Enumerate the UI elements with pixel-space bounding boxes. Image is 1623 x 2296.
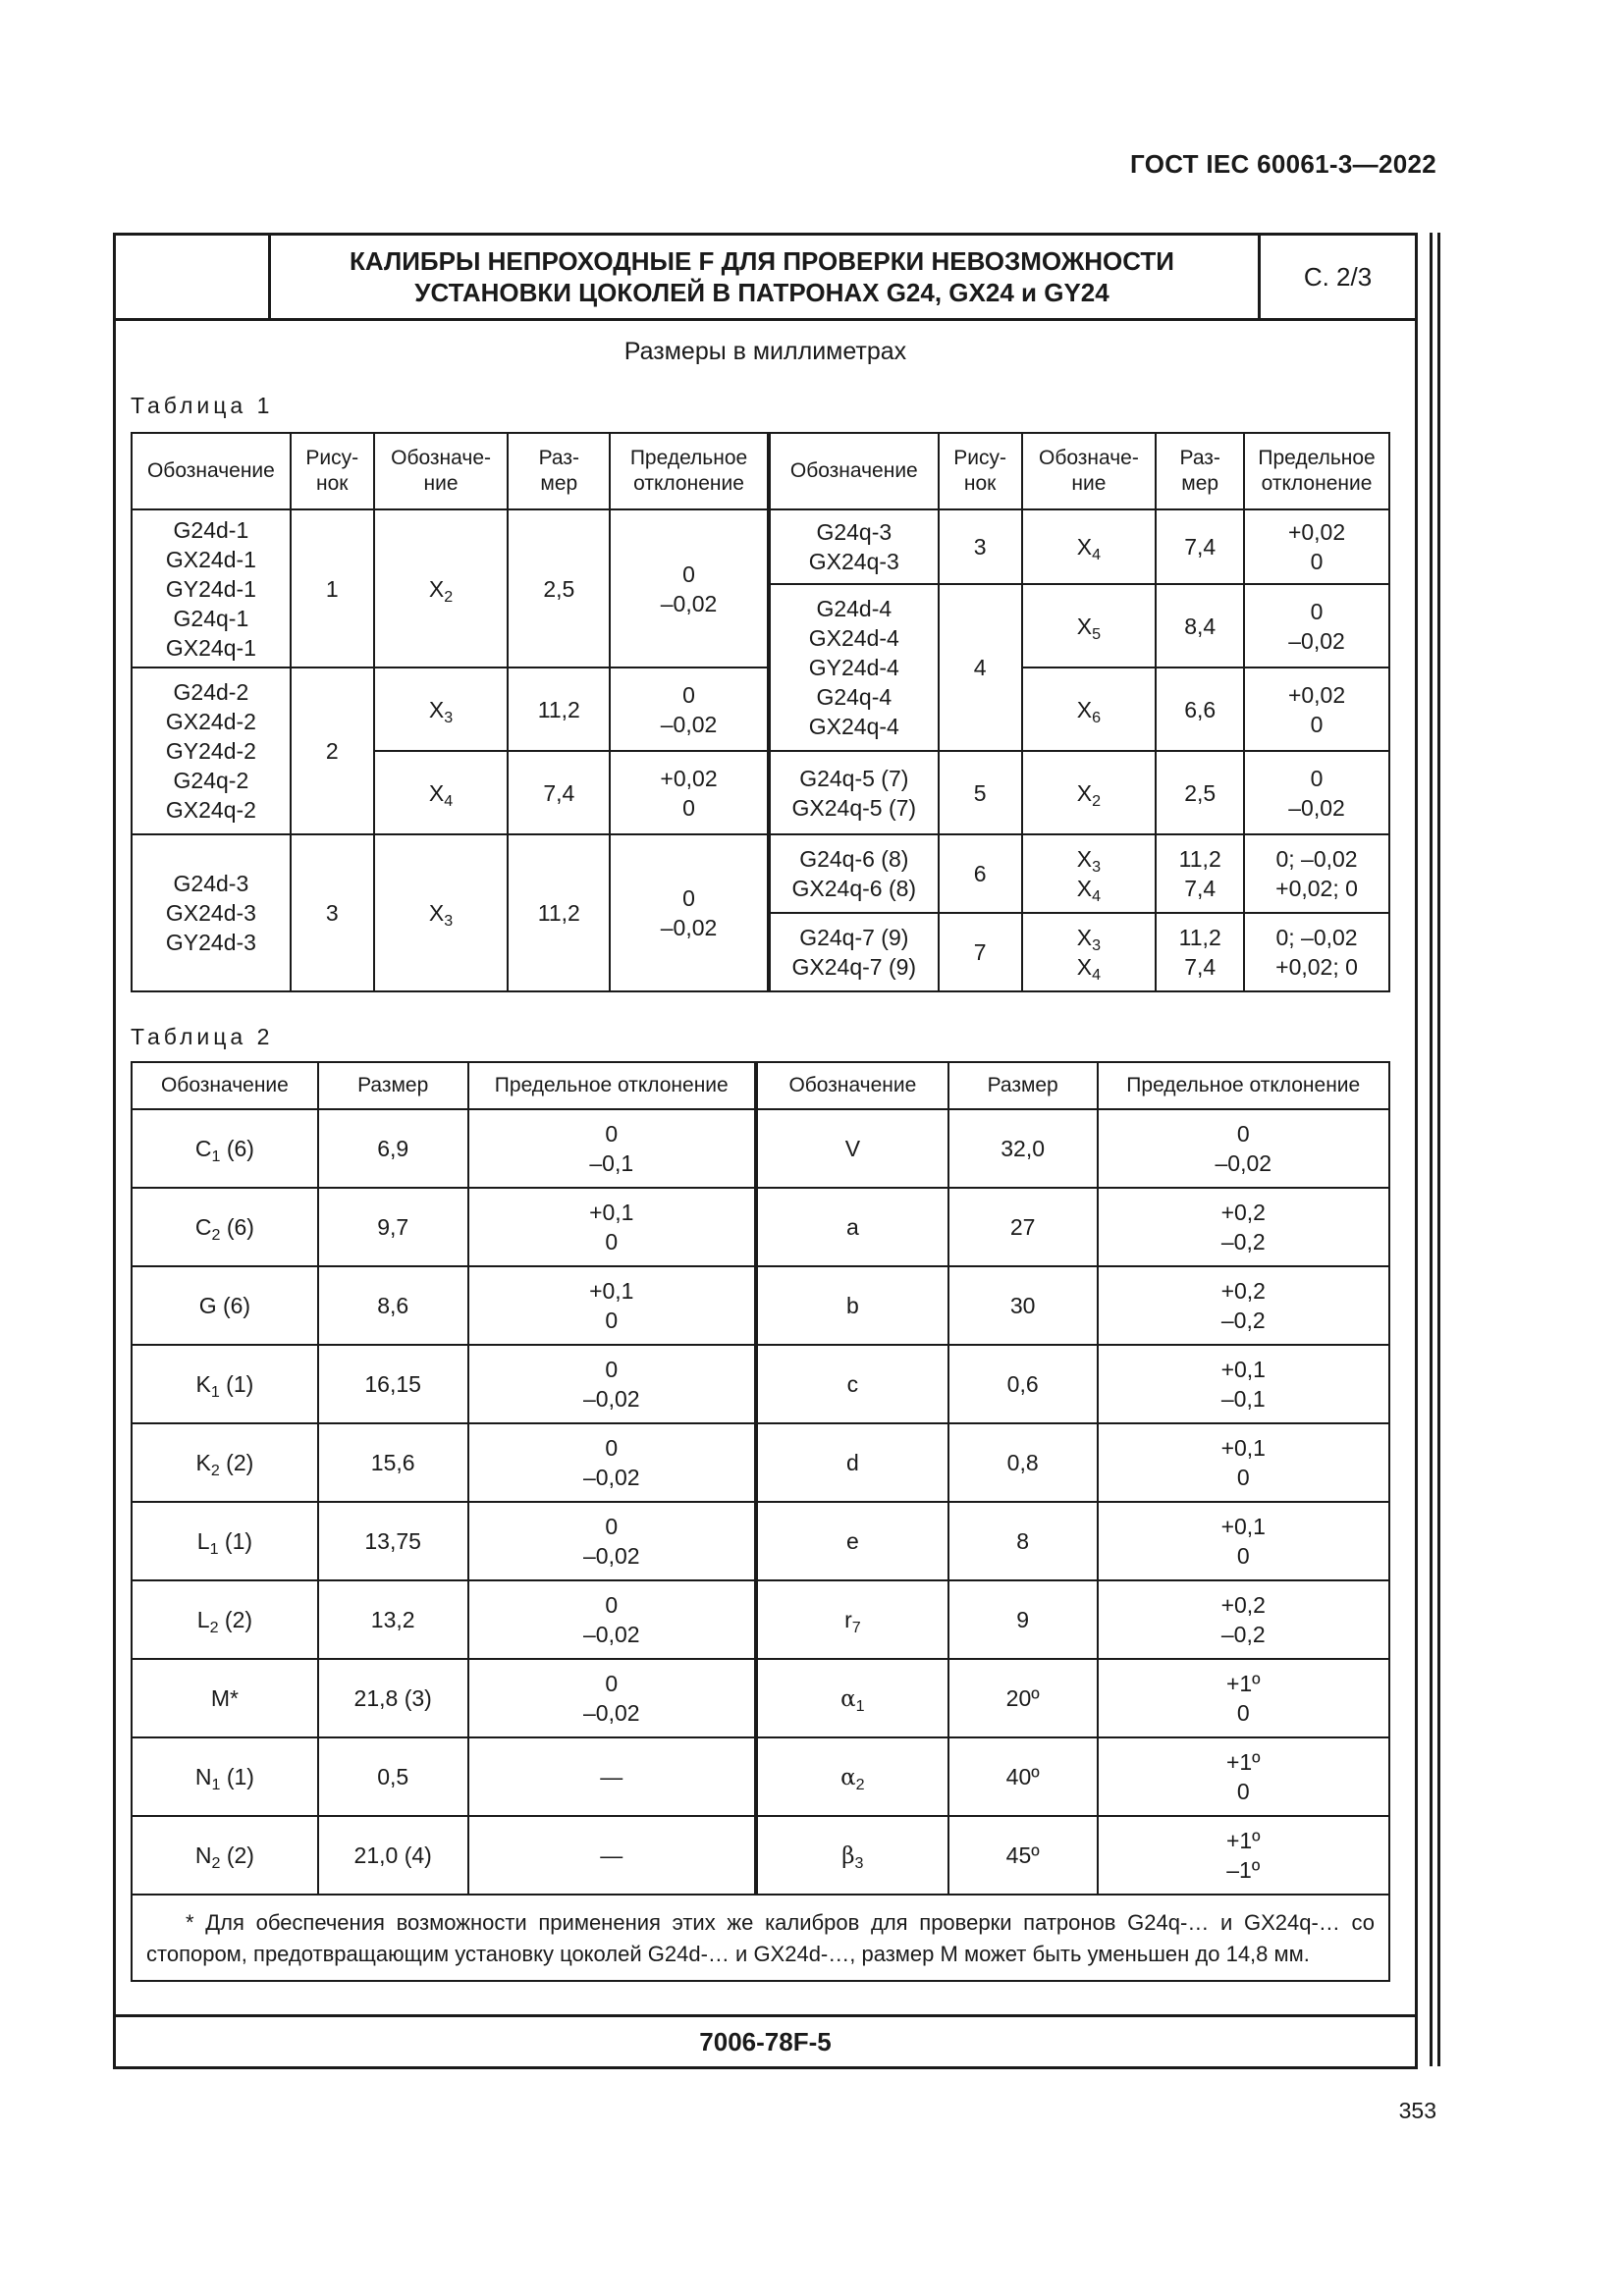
gauge-code: 7006-78F-5 [116,2014,1415,2066]
tolerance-cell: +0,1 0 [1098,1423,1389,1502]
tolerance-cell: 0 –0,02 [468,1659,756,1737]
tolerance-cell: 0 –0,02 [1098,1109,1389,1188]
table-row [132,667,1389,751]
figure-cell: 1 [291,509,374,667]
designation-cell: G24d-1 GX24d-1 GY24d-1 G24q-1 GX24q-1 [132,509,291,667]
designation-cell: $N_1$ (1) [132,1737,318,1816]
size-cell: 9,7 [318,1188,468,1266]
table2-caption: Таблица 2 [131,1024,274,1049]
table-row [132,1502,1389,1580]
size-cell: 32,0 [948,1109,1098,1188]
symbol-cell: $X_3$ $X_4$ [1022,913,1157,991]
designation-cell: $L_1$ (1) [132,1502,318,1580]
tolerance-cell: +1º –1º [1098,1816,1389,1895]
tolerance-cell: 0 –0,02 [468,1580,756,1659]
col-size: Размер [318,1062,468,1109]
size-cell: 0,6 [948,1345,1098,1423]
tolerance-cell: +0,2 –0,2 [1098,1580,1389,1659]
symbol-cell: $X_2$ [374,509,509,667]
table-row [132,509,1389,584]
tolerance-cell: +0,02 0 [1244,509,1389,584]
designation-cell: $\alpha_2$ [756,1737,948,1816]
designation-cell: $\alpha_1$ [756,1659,948,1737]
table-row [132,1345,1389,1423]
col-size: Размер [948,1062,1098,1109]
designation-cell: V [756,1109,948,1188]
table1-caption: Таблица 1 [131,393,274,418]
size-cell: 9 [948,1580,1098,1659]
tolerance-cell: 0 –0,02 [610,834,769,991]
tolerance-cell: +1º 0 [1098,1737,1389,1816]
header-empty-cell [116,236,271,318]
size-cell: 30 [948,1266,1098,1345]
tolerance-cell: 0 –0,02 [468,1345,756,1423]
designation-cell: G24q-7 (9) GX24q-7 (9) [769,913,939,991]
symbol-cell: $X_4$ [1022,509,1157,584]
tolerance-cell: 0; –0,02 +0,02; 0 [1244,913,1389,991]
size-cell: 11,2 [508,667,610,751]
col-size: Раз- мер [508,433,610,509]
tolerance-cell: 0 –0,02 [610,509,769,667]
tolerance-cell: +0,02 0 [1244,667,1389,751]
col-figure: Рису- нок [291,433,374,509]
sheet-number: С. 2/3 [1258,236,1415,318]
size-cell: 16,15 [318,1345,468,1423]
table2 [131,1061,1390,1982]
col-size: Раз- мер [1156,433,1244,509]
symbol-cell: $X_3$ $X_4$ [1022,834,1157,913]
standard-code: ГОСТ IEC 60061-3—2022 [1130,149,1436,179]
tolerance-cell: +1º 0 [1098,1659,1389,1737]
designation-cell: G24d-3 GX24d-3 GY24d-3 [132,834,291,991]
tolerance-cell: +0,02 0 [610,751,769,834]
designation-cell: $K_1$ (1) [132,1345,318,1423]
size-cell: 7,4 [1156,509,1244,584]
size-cell: 2,5 [1156,751,1244,834]
size-cell: 11,2 [508,834,610,991]
designation-cell: M* [132,1659,318,1737]
symbol-cell: $X_5$ [1022,584,1157,667]
figure-cell: 4 [939,584,1022,751]
tolerance-cell: +0,2 –0,2 [1098,1266,1389,1345]
tolerance-cell: 0 –0,02 [1244,751,1389,834]
size-cell: 21,0 (4) [318,1816,468,1895]
designation-cell: G24q-6 (8) GX24q-6 (8) [769,834,939,913]
table2-header-row [132,1062,1389,1109]
size-cell: 20º [948,1659,1098,1737]
size-cell: 45º [948,1816,1098,1895]
table-row [132,1659,1389,1737]
page-number: 353 [1398,2098,1436,2123]
size-cell: 7,4 [508,751,610,834]
designation-cell: $C_1$ (6) [132,1109,318,1188]
table1 [131,432,1390,992]
tolerance-cell: — [468,1737,756,1816]
tolerance-cell: +0,1 0 [1098,1502,1389,1580]
size-cell: 8,6 [318,1266,468,1345]
tolerance-cell: 0 –0,02 [468,1423,756,1502]
tolerance-cell: 0 –0,1 [468,1109,756,1188]
sheet-header [116,236,1415,321]
tolerance-cell: 0 –0,02 [1244,584,1389,667]
size-cell: 11,2 7,4 [1156,834,1244,913]
table-row [132,1423,1389,1502]
sheet-title-line1: КАЛИБРЫ НЕПРОХОДНЫЕ F ДЛЯ ПРОВЕРКИ НЕВОЗМОЖНОСТИ [350,246,1174,276]
size-cell: 15,6 [318,1423,468,1502]
table2-body [132,1109,1389,1895]
table-row [132,1737,1389,1816]
col-tolerance: Предельное отклонение [1244,433,1389,509]
col-designation: Обозначение [132,1062,318,1109]
figure-cell: 7 [939,913,1022,991]
designation-cell: G24d-4 GX24d-4 GY24d-4 G24q-4 GX24q-4 [769,584,939,751]
tolerance-cell: 0; –0,02 +0,02; 0 [1244,834,1389,913]
tolerance-cell: +0,1 0 [468,1188,756,1266]
table1-header-row [132,433,1389,509]
col-designation: Обозначение [756,1062,948,1109]
table-row [132,1188,1389,1266]
size-cell: 13,75 [318,1502,468,1580]
col-designation: Обозначение [769,433,939,509]
footnote-row [132,1895,1389,1981]
size-cell: 2,5 [508,509,610,667]
tolerance-cell: 0 –0,02 [468,1502,756,1580]
designation-cell: $N_2$ (2) [132,1816,318,1895]
tolerance-cell: +0,1 0 [468,1266,756,1345]
designation-cell: d [756,1423,948,1502]
designation-cell: G (6) [132,1266,318,1345]
size-cell: 27 [948,1188,1098,1266]
figure-cell: 6 [939,834,1022,913]
col-tolerance: Предельное отклонение [1098,1062,1389,1109]
symbol-cell: $X_4$ [374,751,509,834]
designation-cell: G24d-2 GX24d-2 GY24d-2 G24q-2 GX24q-2 [132,667,291,834]
size-cell: 13,2 [318,1580,468,1659]
table-row [132,1266,1389,1345]
table-row [132,1816,1389,1895]
symbol-cell: $X_3$ [374,667,509,751]
tolerance-cell: — [468,1816,756,1895]
designation-cell: G24q-3 GX24q-3 [769,509,939,584]
size-cell: 6,9 [318,1109,468,1188]
col-figure: Рису- нок [939,433,1022,509]
tolerance-cell: +0,1 –0,1 [1098,1345,1389,1423]
size-cell: 8,4 [1156,584,1244,667]
symbol-cell: $X_3$ [374,834,509,991]
units-note: Размеры в миллиметрах [623,338,907,365]
designation-cell: b [756,1266,948,1345]
designation-cell: $K_2$ (2) [132,1423,318,1502]
figure-cell: 2 [291,667,374,834]
tolerance-cell: 0 –0,02 [610,667,769,751]
sheet-title-line2: УСТАНОВКИ ЦОКОЛЕЙ В ПАТРОНАХ G24, GX24 и GY24 [414,278,1109,307]
figure-cell: 5 [939,751,1022,834]
col-tolerance: Предельное отклонение [610,433,769,509]
sheet-title [271,236,1253,318]
designation-cell: G24q-5 (7) GX24q-5 (7) [769,751,939,834]
size-cell: 6,6 [1156,667,1244,751]
col-symbol: Обозначе- ние [374,433,509,509]
tolerance-cell: +0,2 –0,2 [1098,1188,1389,1266]
frame-side-line [1430,233,1433,2066]
symbol-cell: $X_2$ [1022,751,1157,834]
size-cell: 0,5 [318,1737,468,1816]
designation-cell: $L_2$ (2) [132,1580,318,1659]
designation-cell: $C_2$ (6) [132,1188,318,1266]
figure-cell: 3 [291,834,374,991]
table-row [132,834,1389,913]
table-row [132,1109,1389,1188]
size-cell: 8 [948,1502,1098,1580]
designation-cell: a [756,1188,948,1266]
size-cell: 40º [948,1737,1098,1816]
table-row [132,1580,1389,1659]
col-designation: Обозначение [132,433,291,509]
designation-cell: $\beta_3$ [756,1816,948,1895]
table2-footnote: * Для обеспечения возможности применения этих же калибров для проверки патронов G24q-… и GX24q-… со стопором, предотвращающим установку цоколей G24d-… и GX24d-…, размер M может быть уменьшен до 14,8 мм. [132,1895,1389,1981]
designation-cell: e [756,1502,948,1580]
designation-cell: $r_7$ [756,1580,948,1659]
designation-cell: c [756,1345,948,1423]
figure-cell: 3 [939,509,1022,584]
frame-side-line [1437,233,1440,2066]
size-cell: 11,2 7,4 [1156,913,1244,991]
size-cell: 21,8 (3) [318,1659,468,1737]
col-symbol: Обозначе- ние [1022,433,1157,509]
symbol-cell: $X_6$ [1022,667,1157,751]
gauge-sheet-frame [113,233,1418,2069]
col-tolerance: Предельное отклонение [468,1062,756,1109]
size-cell: 0,8 [948,1423,1098,1502]
